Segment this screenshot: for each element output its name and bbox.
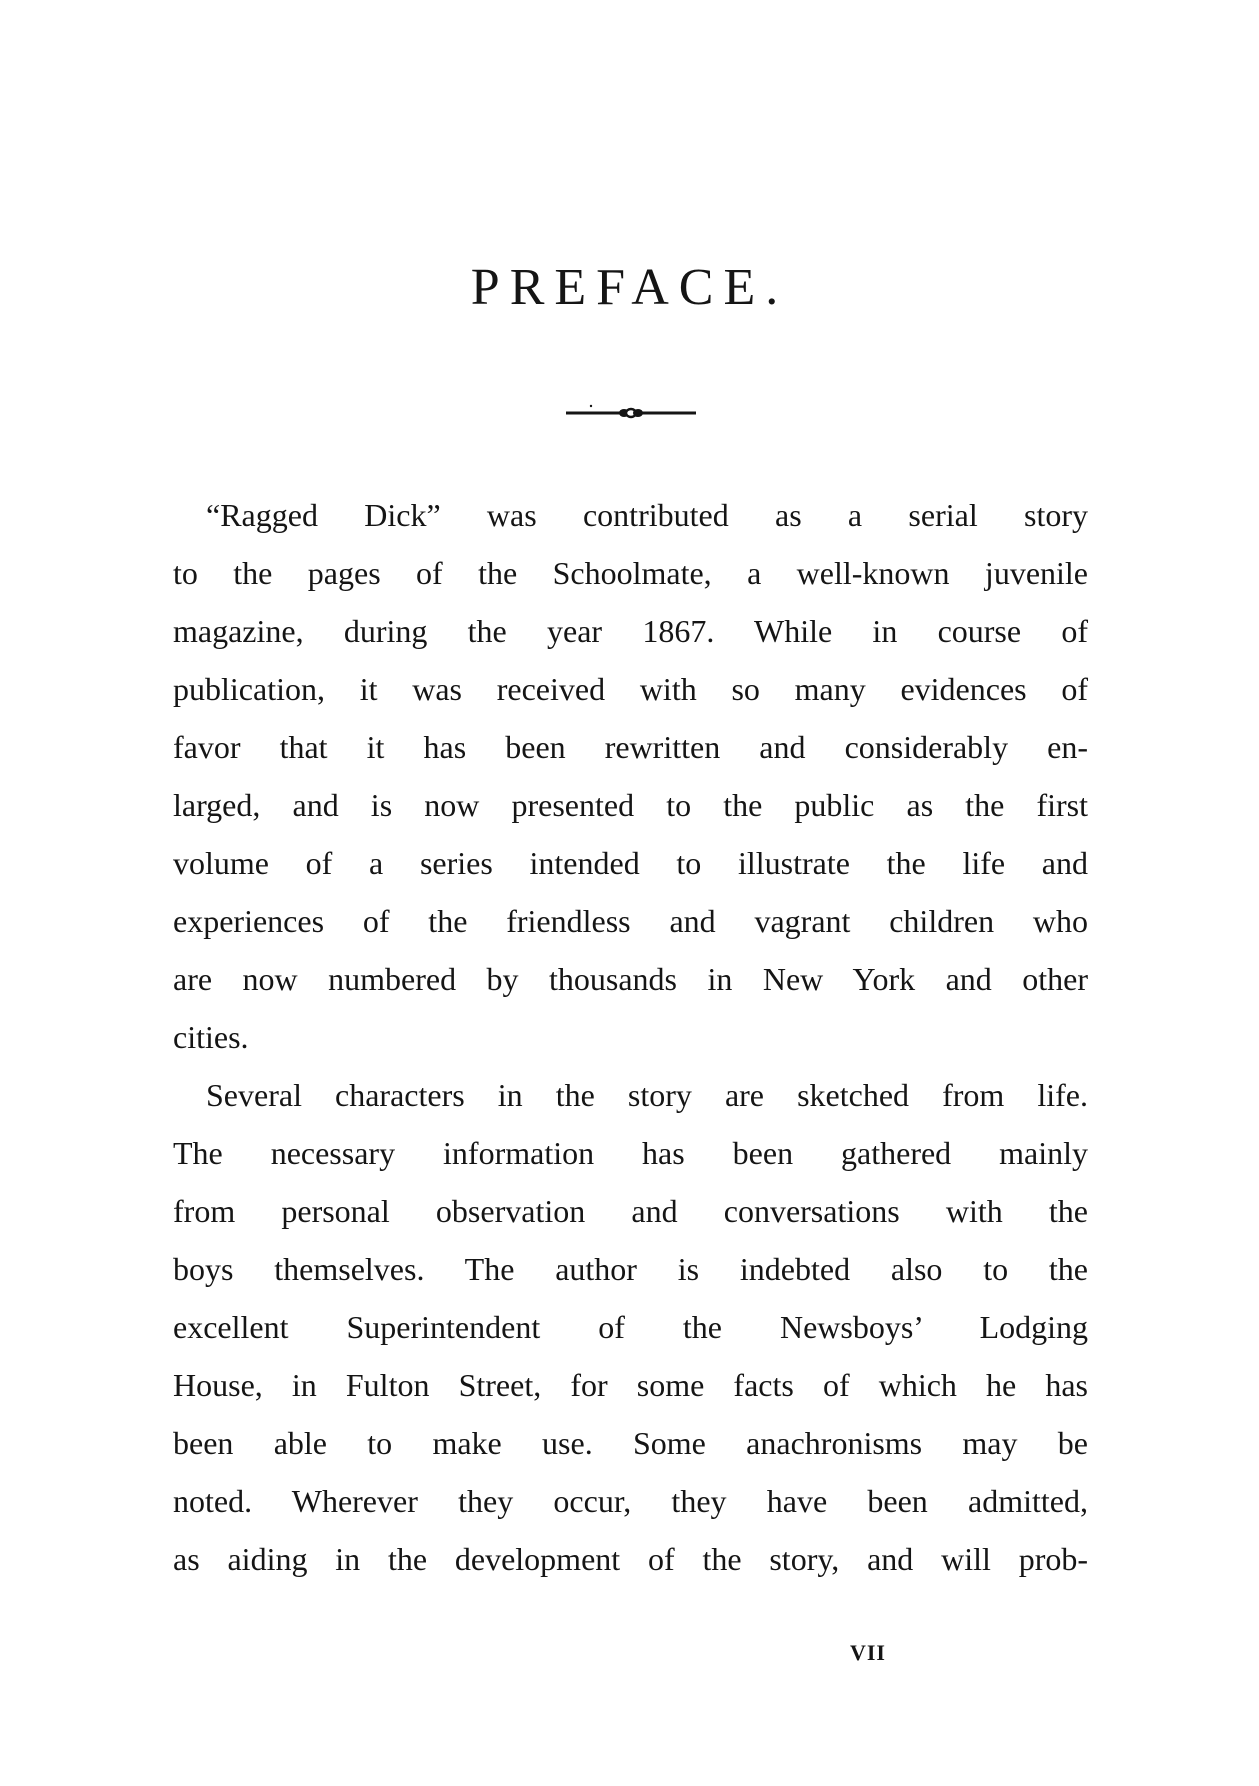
paragraph-2-line-5: excellent Superintendent of the Newsboys’ Lodging bbox=[173, 1309, 1088, 1345]
paragraph-1-line-3: magazine, during the year 1867. While in course of bbox=[173, 613, 1088, 649]
paragraph-2-line-6: House, in Fulton Street, for some facts of which he has bbox=[173, 1367, 1088, 1403]
paragraph-2-line-3: from personal observation and conversations with the bbox=[173, 1193, 1088, 1229]
paragraph-2-line-2: The necessary information has been gathered mainly bbox=[173, 1135, 1088, 1171]
ornament-divider-icon bbox=[566, 404, 696, 420]
paragraph-2-line-4: boys themselves. The author is indebted also to the bbox=[173, 1251, 1088, 1287]
paragraph-2-line-7: been able to make use. Some anachronisms may be bbox=[173, 1425, 1088, 1461]
paragraph-1-line-7: volume of a series intended to illustrate the life and bbox=[173, 845, 1088, 881]
paragraph-2-line-9: as aiding in the development of the story, and will prob- bbox=[173, 1541, 1088, 1577]
paragraph-1-line-8: experiences of the friendless and vagrant children who bbox=[173, 903, 1088, 939]
paragraph-1-line-5: favor that it has been rewritten and considerably en- bbox=[173, 729, 1088, 765]
paragraph-2-line-1: Several characters in the story are sketched from life. bbox=[206, 1077, 1088, 1113]
paragraph-2-line-8: noted. Wherever they occur, they have been admitted, bbox=[173, 1483, 1088, 1519]
page-number: VII bbox=[849, 1640, 886, 1665]
paragraph-1-line-9: are now numbered by thousands in New York and other bbox=[173, 961, 1088, 997]
page-title: PREFACE. bbox=[470, 259, 789, 316]
paragraph-1-line-4: publication, it was received with so many evidences of bbox=[173, 671, 1088, 707]
paragraph-1-line-6: larged, and is now presented to the public as the first bbox=[173, 787, 1088, 823]
paragraph-1-line-10: cities. bbox=[173, 1019, 249, 1055]
paragraph-1-line-1: “Ragged Dick” was contributed as a serial story bbox=[206, 497, 1088, 533]
paragraph-1-line-2: to the pages of the Schoolmate, a well-known juvenile bbox=[173, 555, 1088, 591]
